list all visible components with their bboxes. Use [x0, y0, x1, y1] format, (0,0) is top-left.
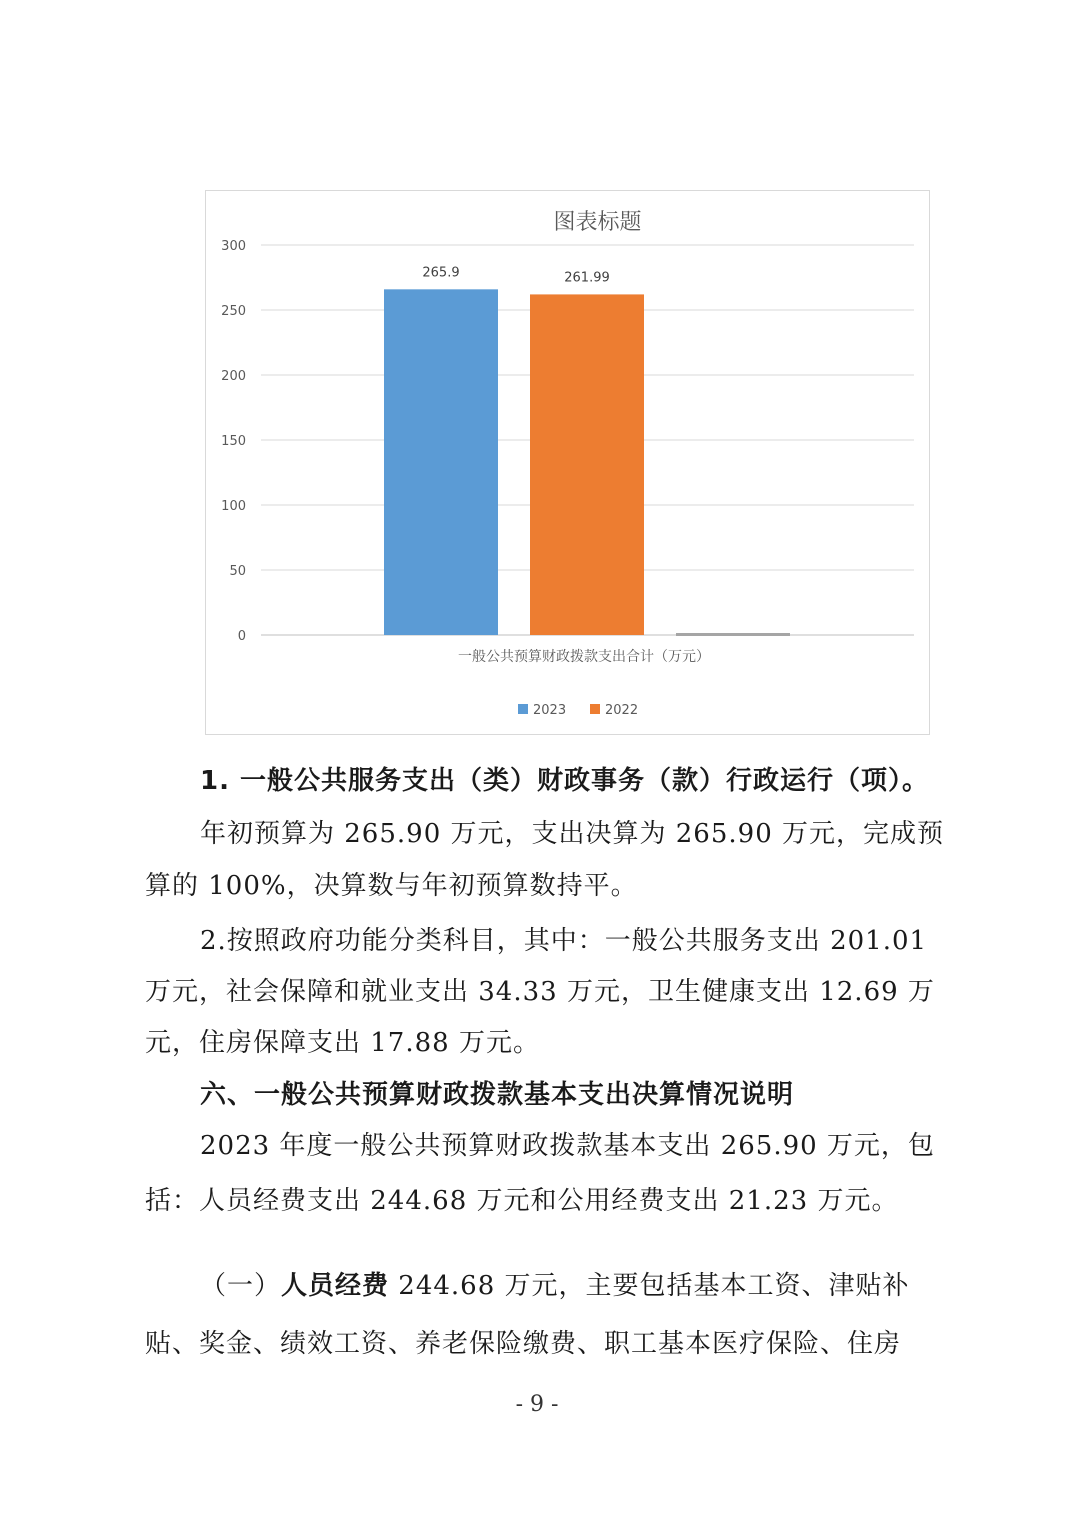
item2-line1: 2.按照政府功能分类科目，其中：一般公共服务支出 201.01 — [200, 926, 928, 956]
x-category-label: 一般公共预算财政拨款支出合计（万元） — [458, 649, 710, 665]
chart-title: 图表标题 — [553, 210, 642, 235]
section6-line2: 括：人员经费支出 244.68 万元和公用经费支出 21.23 万元。 — [145, 1186, 899, 1216]
data-label: 265.9 — [422, 265, 460, 281]
personnel-prefix: （一） — [200, 1271, 282, 1301]
y-tick-label: 250 — [221, 304, 246, 319]
legend-swatch-2023 — [518, 704, 528, 714]
item2-line2: 万元，社会保障和就业支出 34.33 万元，卫生健康支出 12.69 万 — [145, 977, 935, 1007]
personnel-line2: 贴、奖金、绩效工资、养老保险缴费、职工基本医疗保险、住房 — [145, 1329, 902, 1359]
chart-frame — [205, 190, 930, 735]
y-tick-label: 50 — [229, 564, 246, 579]
data-label: 261.99 — [564, 270, 610, 286]
personnel-rest: 244.68 万元，主要包括基本工资、津贴补 — [389, 1271, 910, 1301]
y-tick-label: 150 — [221, 434, 246, 449]
bar-2022 — [530, 294, 644, 635]
legend-swatch-2022 — [590, 704, 600, 714]
item1-heading: 1. 一般公共服务支出（类）财政事务（款）行政运行（项）。 — [200, 766, 930, 796]
item1-line2: 算的 100%，决算数与年初预算数持平。 — [145, 871, 638, 901]
y-tick-label: 300 — [221, 239, 246, 254]
bar-chart — [206, 191, 931, 736]
legend-label-2022: 2022 — [605, 703, 639, 718]
page-number: - 9 - — [515, 1392, 559, 1417]
item2-line3: 元，住房保障支出 17.88 万元。 — [145, 1028, 540, 1058]
y-tick-label: 200 — [221, 369, 246, 384]
y-tick-label: 100 — [221, 499, 246, 514]
personnel-line1 — [200, 1260, 945, 1312]
item1-line1: 年初预算为 265.90 万元，支出决算为 265.90 万元，完成预 — [200, 819, 945, 849]
legend-label-2023: 2023 — [533, 703, 567, 718]
section6-line1: 2023 年度一般公共预算财政拨款基本支出 265.90 万元，包 — [200, 1131, 935, 1161]
y-tick-label: 0 — [237, 629, 246, 644]
bar-2023 — [384, 289, 498, 635]
section6-heading: 六、一般公共预算财政拨款基本支出决算情况说明 — [200, 1080, 795, 1110]
bar-series-2 — [676, 633, 790, 636]
personnel-label: 人员经费 — [281, 1271, 390, 1301]
